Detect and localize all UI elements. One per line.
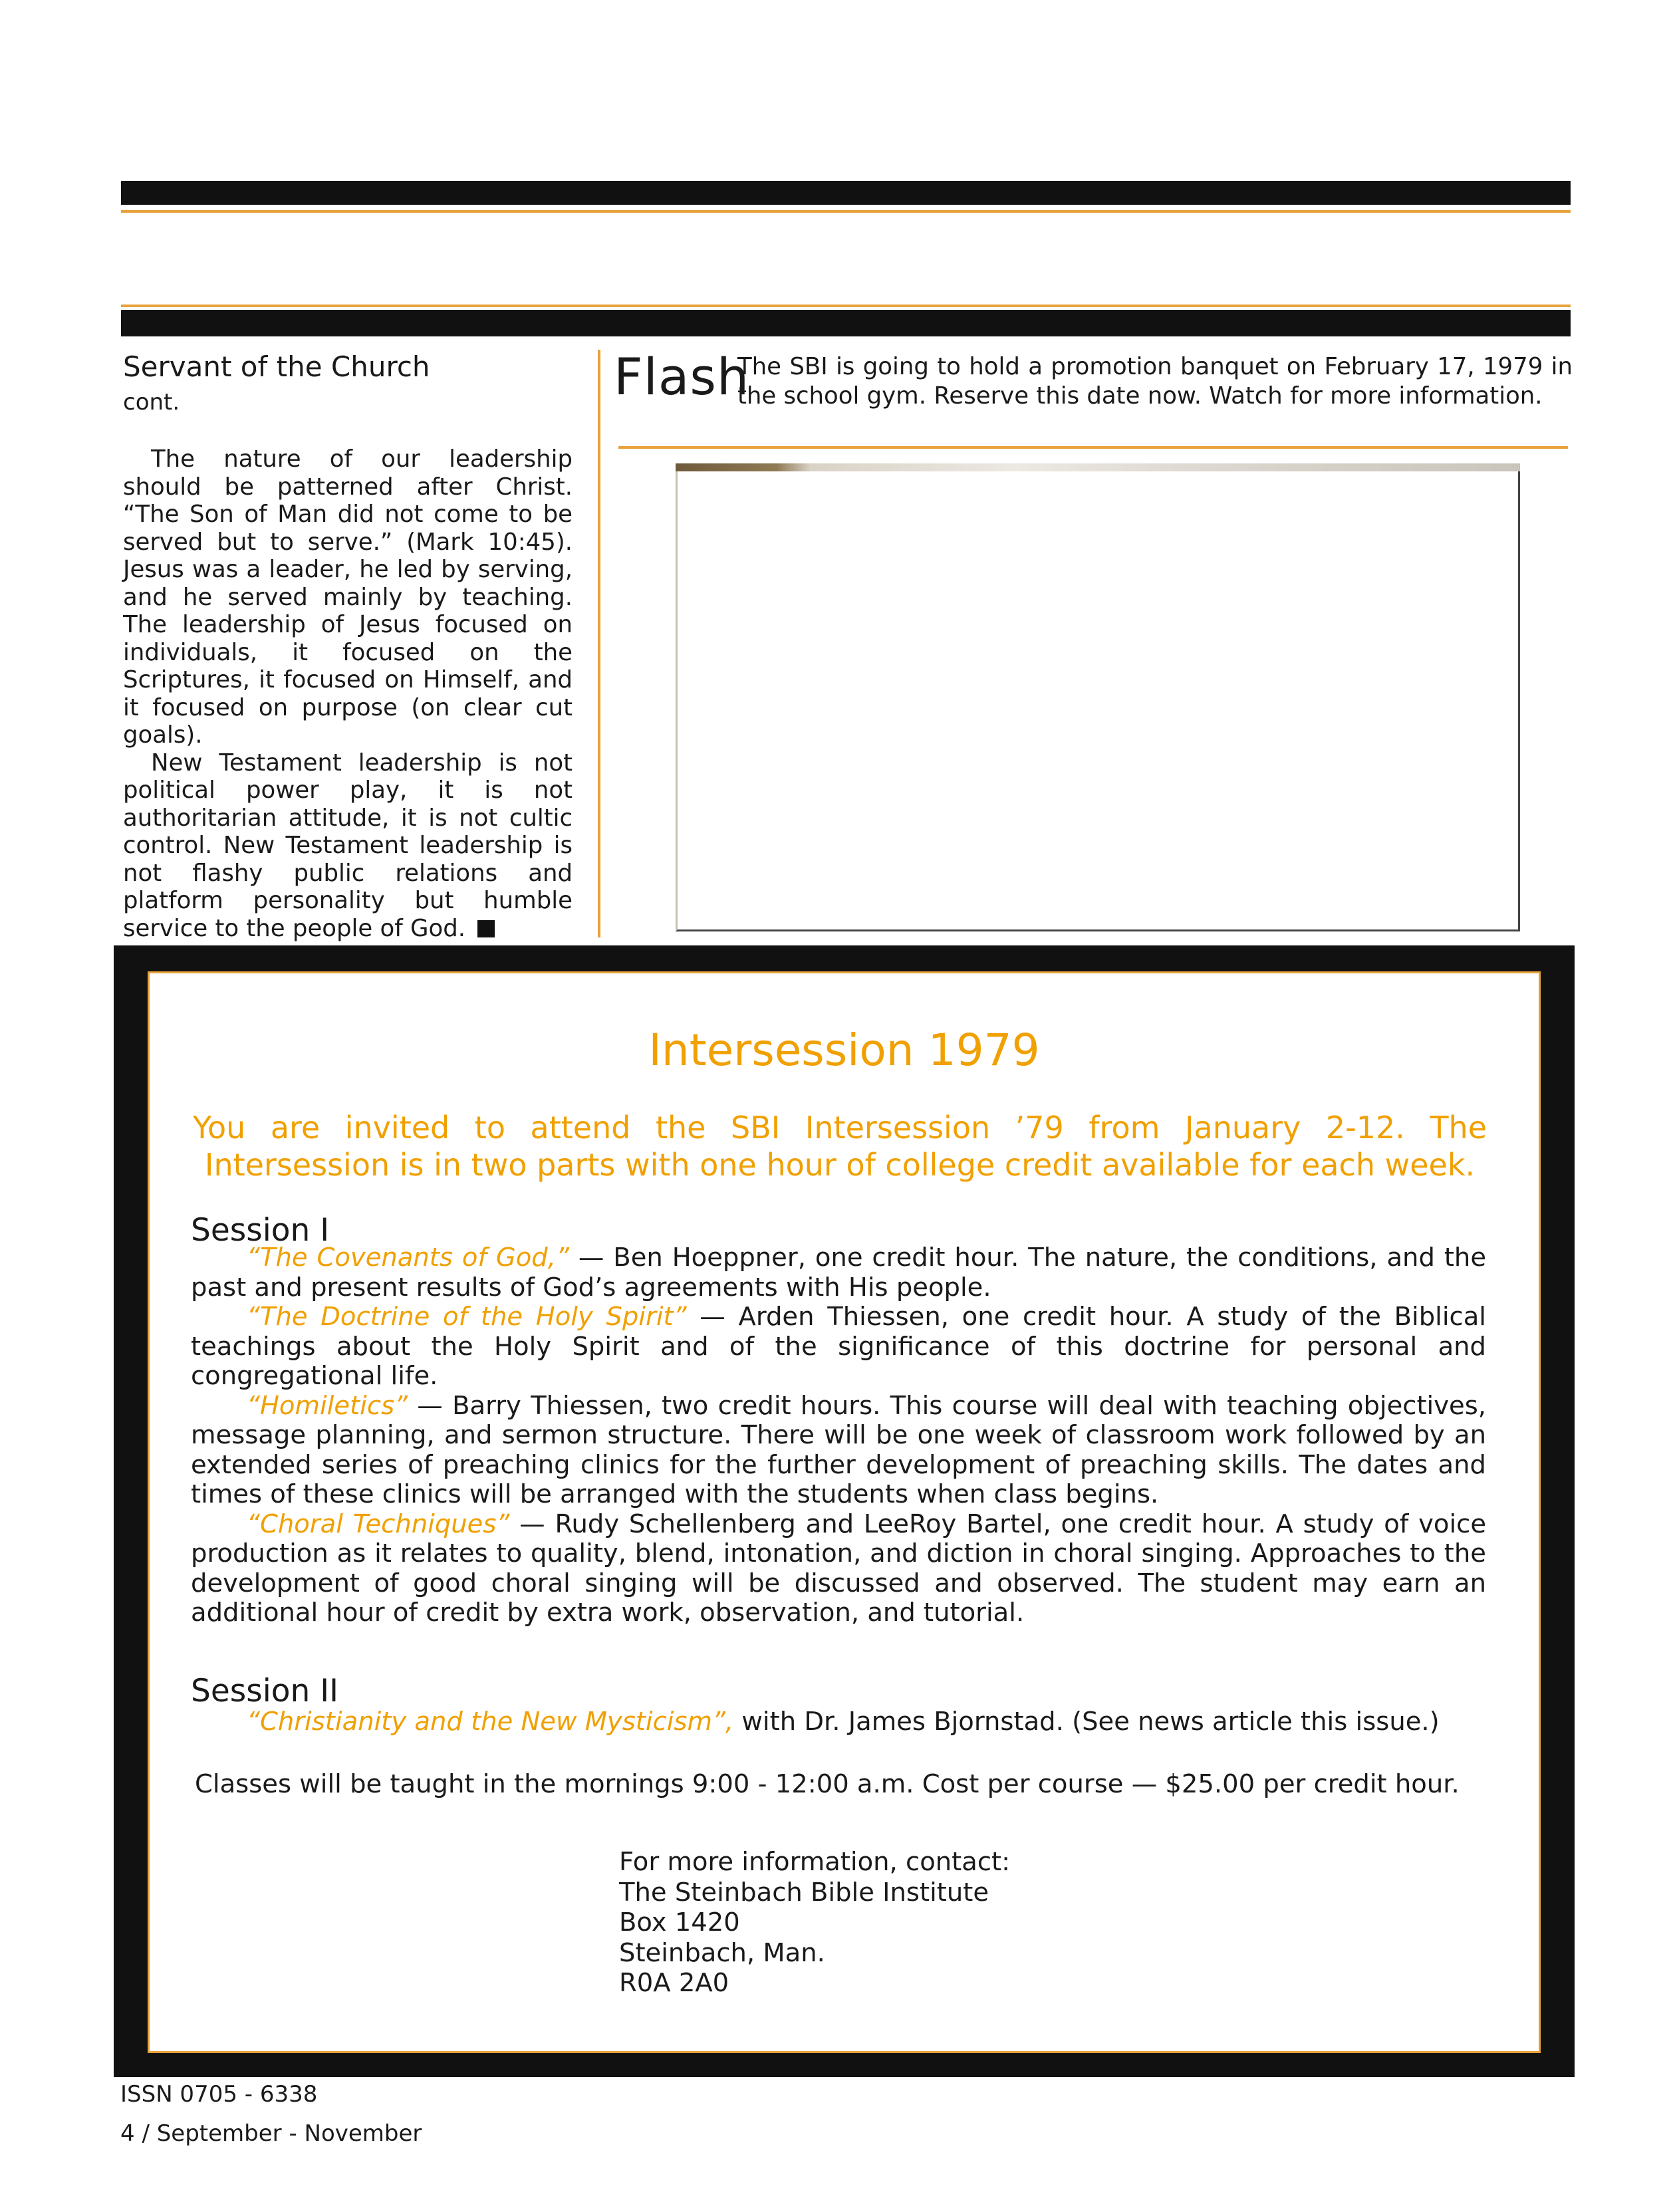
course-title: “Christianity and the New Mysticism”, bbox=[247, 1707, 734, 1737]
session-1-courses bbox=[191, 1243, 1486, 1628]
article-paragraph: New Testament leadership is not political power play, it is not authoritarian attitude, it is not cultic control. New Testament leadership is not flashy public relations and platform personality but humble service to the people of God. bbox=[123, 749, 573, 942]
section-orange-rule bbox=[121, 305, 1571, 307]
course-item bbox=[191, 1302, 1486, 1392]
flash-text: The SBI is going to hold a promotion banquet on February 17, 1979 in the school gym. Reserve this date now. Watch for more information. bbox=[737, 353, 1573, 410]
contact-line: Box 1420 bbox=[619, 1907, 740, 1937]
course-description: with Dr. James Bjornstad. (See news article this issue.) bbox=[733, 1707, 1440, 1737]
course-item bbox=[191, 1510, 1486, 1628]
session-1-heading: Session I bbox=[191, 1212, 330, 1249]
section-black-bar bbox=[121, 310, 1571, 336]
intersession-title: Intersession 1979 bbox=[648, 1025, 1040, 1076]
contact-address bbox=[619, 1847, 1010, 1999]
classes-note: Classes will be taught in the mornings 9:00 - 12:00 a.m. Cost per course — $25.00 per credit hour. bbox=[195, 1769, 1460, 1799]
contact-line: R0A 2A0 bbox=[619, 1968, 729, 1998]
course-item bbox=[191, 1243, 1486, 1302]
contact-line: Steinbach, Man. bbox=[619, 1937, 825, 1968]
course-title: “Homiletics” bbox=[247, 1390, 408, 1421]
column-divider bbox=[598, 350, 600, 937]
page-footer: 4 / September - November bbox=[120, 2120, 422, 2147]
course-description: — Rudy Schellenberg and LeeRoy Bartel, one credit hour. A study of voice production as it relates to quality, blend, intonation, and diction in choral singing. Approaches to the development of good choral singing will be discussed and observed. The student may earn an additional hour of credit by extra work, observation, and tutorial. bbox=[191, 1509, 1486, 1628]
session-2-courses bbox=[191, 1707, 1486, 1737]
photo-frame bbox=[676, 463, 1520, 931]
contact-line: The Steinbach Bible Institute bbox=[619, 1877, 989, 1907]
top-orange-rule bbox=[121, 210, 1571, 213]
top-black-bar bbox=[121, 181, 1571, 205]
course-item bbox=[191, 1707, 1486, 1737]
course-item bbox=[191, 1392, 1486, 1510]
flash-underline-rule bbox=[618, 446, 1568, 449]
article-title: Servant of the Church bbox=[123, 350, 430, 383]
end-mark-square bbox=[477, 920, 495, 937]
course-description: — Arden Thiessen, one credit hour. A study of the Biblical teachings about the Holy Spirit and of the significance of this doctrine for personal and congregational life. bbox=[191, 1302, 1487, 1391]
course-title: “Choral Techniques” bbox=[247, 1509, 510, 1539]
issn-number: ISSN 0705 - 6338 bbox=[120, 2081, 318, 2108]
course-title: “The Covenants of God,” bbox=[247, 1243, 569, 1273]
intersession-invitation: You are invited to attend the SBI Intersession ’79 from January 2-12. The Intersession is in two parts with one hour of college credit available for each week. bbox=[193, 1110, 1487, 1183]
article-body bbox=[123, 445, 573, 942]
photo-top-edge bbox=[676, 463, 1520, 471]
flash-heading: Flash bbox=[614, 347, 750, 406]
course-description: — Barry Thiessen, two credit hours. This course will deal with teaching objectives, message planning, and sermon structure. There will be one week of classroom work followed by an extended series of preaching clinics for the further development of preaching skills. The dates and times of these clinics will be arranged with the students when class begins. bbox=[191, 1390, 1486, 1509]
course-description: — Ben Hoeppner, one credit hour. The nature, the conditions, and the past and present results of God’s agreements with His people. bbox=[191, 1243, 1487, 1302]
article-continued-label: cont. bbox=[123, 389, 180, 416]
contact-line: For more information, contact: bbox=[619, 1847, 1011, 1877]
article-paragraph: The nature of our leadership should be patterned after Christ. “The Son of Man did not come to be served but to serve.” (Mark 10:45). Jesus was a leader, he led by serving, and he served mainly by teaching. The leadership of Jesus focused on individuals, it focused on the Scriptures, it focused on Himself, and it focused on purpose (on clear cut goals). bbox=[123, 445, 573, 749]
session-2-heading: Session II bbox=[191, 1673, 338, 1709]
course-title: “The Doctrine of the Holy Spirit” bbox=[247, 1302, 687, 1332]
